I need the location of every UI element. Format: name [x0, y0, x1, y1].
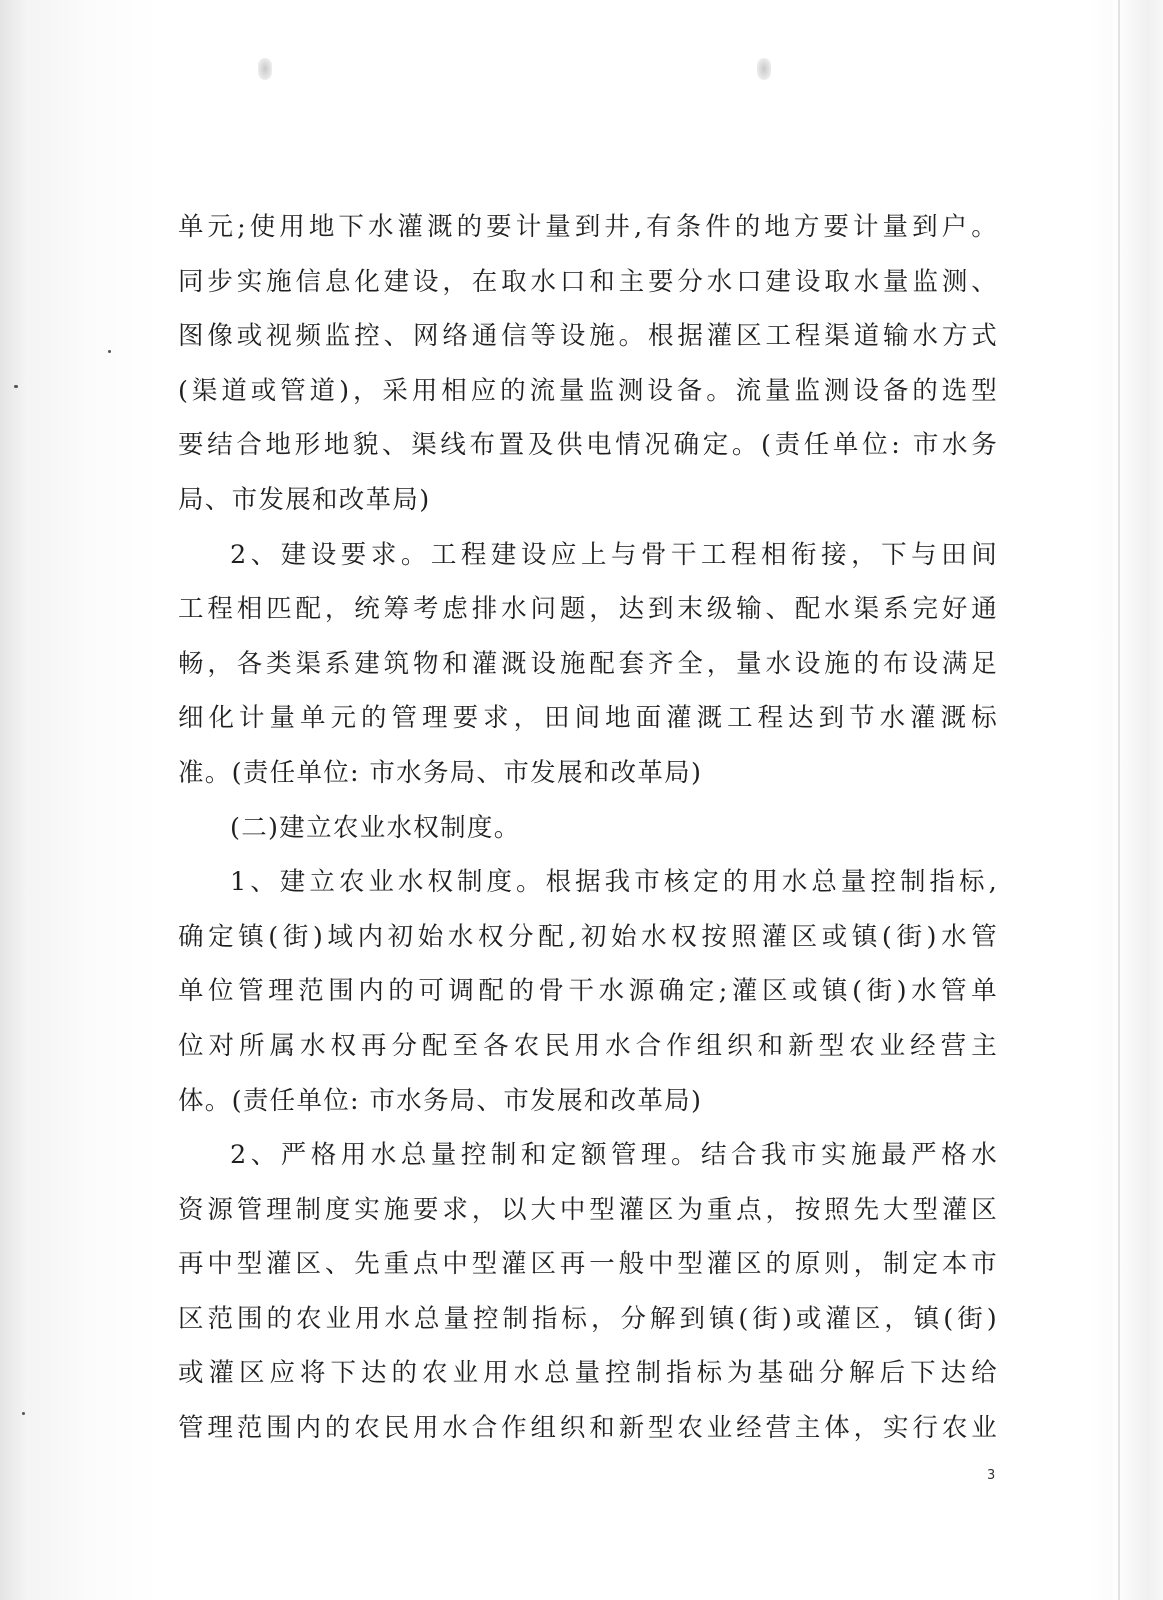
text-line: 局、市发展和改革局) [178, 484, 431, 515]
text-line: 确定镇(街)域内初始水权分配,初始水权按照灌区或镇(街)水管 [178, 921, 998, 952]
text-line: 工程相匹配，统筹考虑排水问题，达到末级输、配水渠系完好通 [178, 594, 998, 625]
scan-speck [108, 350, 111, 353]
paragraph-start: 2、严格用水总量控制和定额管理。结合我市实施最严格水 [230, 1140, 998, 1171]
scan-speck [22, 1412, 25, 1415]
section-heading: (二)建立农业水权制度。 [230, 812, 521, 843]
text-line: 畅，各类渠系建筑物和灌溉设施配套齐全，量水设施的布设满足 [178, 648, 998, 679]
binding-mark-left [258, 58, 272, 80]
text-line: 准。(责任单位: 市水务局、市发展和改革局) [178, 757, 703, 788]
binding-mark-right [757, 58, 771, 80]
text-line: 单位管理范围内的可调配的骨干水源确定;灌区或镇(街)水管单 [178, 976, 998, 1007]
text-line: 资源管理制度实施要求，以大中型灌区为重点，按照先大型灌区 [178, 1194, 998, 1225]
scan-shadow-right [1113, 0, 1163, 1600]
text-line: 体。(责任单位: 市水务局、市发展和改革局) [178, 1085, 703, 1116]
paragraph-start: 1、建立农业水权制度。根据我市核定的用水总量控制指标, [230, 867, 998, 898]
body-text [178, 200, 998, 1456]
text-line: 管理范围内的农民用水合作组织和新型农业经营主体，实行农业 [178, 1413, 998, 1444]
scan-speck [14, 385, 18, 388]
text-line: 细化计量单元的管理要求，田间地面灌溉工程达到节水灌溉标 [178, 703, 998, 734]
text-line: 区范围的农业用水总量控制指标，分解到镇(街)或灌区，镇(街) [178, 1303, 998, 1334]
paragraph-start: 2、建设要求。工程建设应上与骨干工程相衔接，下与田间 [230, 539, 998, 570]
text-line: 单元;使用地下水灌溉的要计量到井,有条件的地方要计量到户。 [178, 212, 998, 242]
text-line: 位对所属水权再分配至各农民用水合作组织和新型农业经营主 [178, 1030, 998, 1061]
text-line: 或灌区应将下达的农业用水总量控制指标为基础分解后下达给 [178, 1358, 998, 1389]
text-line: 同步实施信息化建设，在取水口和主要分水口建设取水量监测、 [178, 266, 998, 297]
text-line: (渠道或管道)，采用相应的流量监测设备。流量监测设备的选型 [178, 375, 998, 406]
text-line: 图像或视频监控、网络通信等设施。根据灌区工程渠道输水方式 [178, 321, 998, 352]
scan-edge-line [1118, 0, 1120, 1600]
text-line: 再中型灌区、先重点中型灌区再一般中型灌区的原则，制定本市 [178, 1249, 998, 1280]
page-number: 3 [987, 1468, 996, 1483]
scan-shadow-left [0, 0, 28, 1600]
text-line: 要结合地形地貌、渠线布置及供电情况确定。(责任单位: 市水务 [178, 430, 998, 461]
